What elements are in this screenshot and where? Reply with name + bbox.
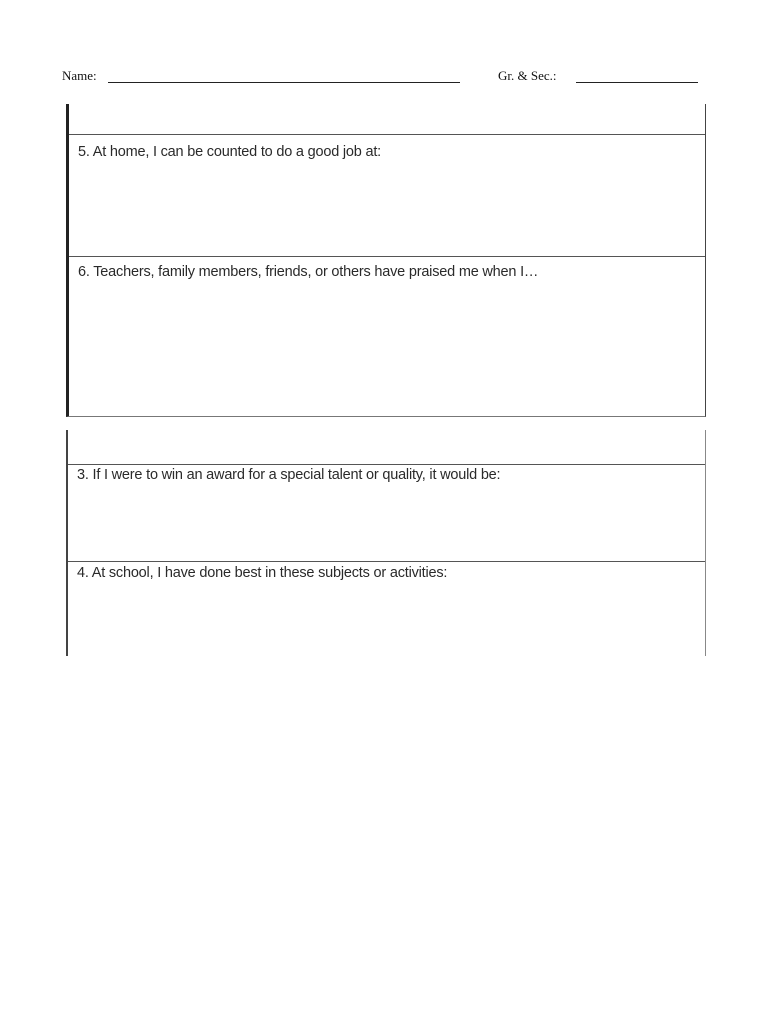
divider-line bbox=[69, 134, 705, 135]
question-3-answer-area[interactable] bbox=[68, 490, 705, 560]
divider-line bbox=[68, 464, 705, 465]
question-6-answer-area[interactable] bbox=[69, 286, 705, 414]
name-field[interactable] bbox=[108, 82, 460, 83]
question-5-prompt: 5. At home, I can be counted to do a good job at: bbox=[78, 144, 381, 160]
question-4-answer-area[interactable] bbox=[68, 588, 705, 654]
bottom-question-box bbox=[66, 430, 706, 656]
question-4-prompt: 4. At school, I have done best in these subjects or activities: bbox=[77, 565, 448, 581]
top-question-box bbox=[66, 104, 706, 417]
name-label: Name: bbox=[62, 68, 97, 83]
grade-section-field[interactable] bbox=[576, 82, 698, 83]
question-5-answer-area[interactable] bbox=[69, 166, 705, 256]
grade-section-label: Gr. & Sec.: bbox=[498, 68, 557, 83]
divider-line bbox=[69, 256, 705, 257]
question-3-prompt: 3. If I were to win an award for a special talent or quality, it would be: bbox=[77, 467, 501, 483]
question-6-prompt: 6. Teachers, family members, friends, or others have praised me when I… bbox=[78, 264, 539, 280]
divider-line bbox=[68, 561, 705, 562]
